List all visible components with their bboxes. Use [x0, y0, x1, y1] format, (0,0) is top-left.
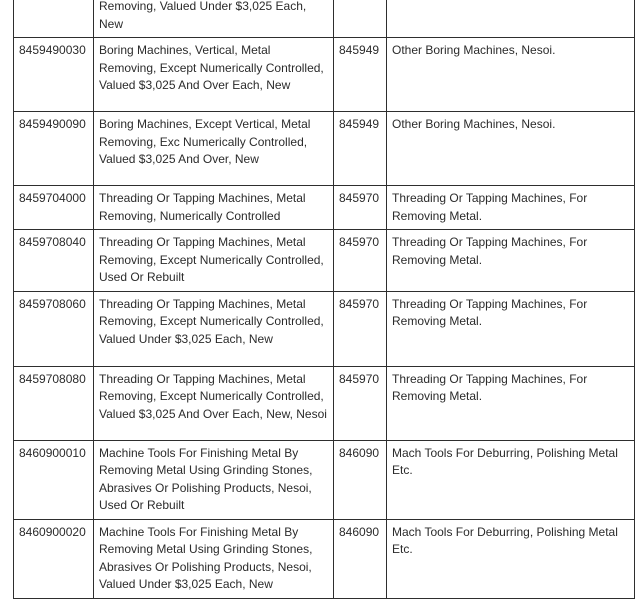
description-cell: Machine Tools For Finishing Metal By Removing Metal Using Grinding Stones, Abrasives Or Polishing Products, Nesoi, Valued Under $3,025 Each, New [94, 519, 334, 598]
description-cell: Threading Or Tapping Machines, Metal Removing, Except Numerically Controlled, Valued $3,025 And Over Each, New, Nesoi [94, 366, 334, 440]
short-description-cell: Threading Or Tapping Machines, For Removing Metal. [387, 230, 635, 292]
hts-code-cell [14, 0, 94, 38]
table-row [14, 38, 635, 112]
hts-code-cell: 8459708080 [14, 366, 94, 440]
short-description-cell: Threading Or Tapping Machines, For Removing Metal. [387, 186, 635, 230]
hts-code-cell: 8459708060 [14, 291, 94, 366]
hs6-code-cell: 845949 [334, 112, 387, 186]
tariff-code-table [13, 0, 635, 599]
table-row [14, 440, 635, 519]
description-cell: Machine Tools For Finishing Metal By Removing Metal Using Grinding Stones, Abrasives Or Polishing Products, Nesoi, Used Or Rebuilt [94, 440, 334, 519]
short-description-cell: Mach Tools For Deburring, Polishing Metal Etc. [387, 519, 635, 598]
description-cell: Boring Machines, Except Vertical, Metal Removing, Exc Numerically Controlled, Valued $3,025 And Over, New [94, 112, 334, 186]
hts-code-cell: 8460900010 [14, 440, 94, 519]
short-description-cell: Other Boring Machines, Nesoi. [387, 112, 635, 186]
hs6-code-cell: 845949 [334, 38, 387, 112]
table-row [14, 0, 635, 38]
hts-code-cell: 8459490090 [14, 112, 94, 186]
table-body [14, 0, 635, 598]
description-cell: Threading Or Tapping Machines, Metal Removing, Except Numerically Controlled, Used Or Rebuilt [94, 230, 334, 292]
hs6-code-cell [334, 0, 387, 38]
hs6-code-cell: 845970 [334, 291, 387, 366]
hts-code-cell: 8459704000 [14, 186, 94, 230]
short-description-cell: Threading Or Tapping Machines, For Removing Metal. [387, 366, 635, 440]
hs6-code-cell: 846090 [334, 519, 387, 598]
short-description-cell: Mach Tools For Deburring, Polishing Metal Etc. [387, 440, 635, 519]
table-row [14, 112, 635, 186]
tariff-table-container [13, 0, 634, 599]
short-description-cell [387, 0, 635, 38]
table-row [14, 186, 635, 230]
hs6-code-cell: 845970 [334, 366, 387, 440]
short-description-cell: Other Boring Machines, Nesoi. [387, 38, 635, 112]
description-cell: Removing, Valued Under $3,025 Each, New [94, 0, 334, 38]
description-cell: Threading Or Tapping Machines, Metal Removing, Except Numerically Controlled, Valued Under $3,025 Each, New [94, 291, 334, 366]
table-row [14, 291, 635, 366]
table-row [14, 519, 635, 598]
hts-code-cell: 8460900020 [14, 519, 94, 598]
description-cell: Boring Machines, Vertical, Metal Removing, Except Numerically Controlled, Valued $3,025 And Over Each, New [94, 38, 334, 112]
hts-code-cell: 8459490030 [14, 38, 94, 112]
short-description-cell: Threading Or Tapping Machines, For Removing Metal. [387, 291, 635, 366]
hs6-code-cell: 846090 [334, 440, 387, 519]
description-cell: Threading Or Tapping Machines, Metal Removing, Numerically Controlled [94, 186, 334, 230]
hs6-code-cell: 845970 [334, 186, 387, 230]
hs6-code-cell: 845970 [334, 230, 387, 292]
table-row [14, 230, 635, 292]
table-row [14, 366, 635, 440]
hts-code-cell: 8459708040 [14, 230, 94, 292]
